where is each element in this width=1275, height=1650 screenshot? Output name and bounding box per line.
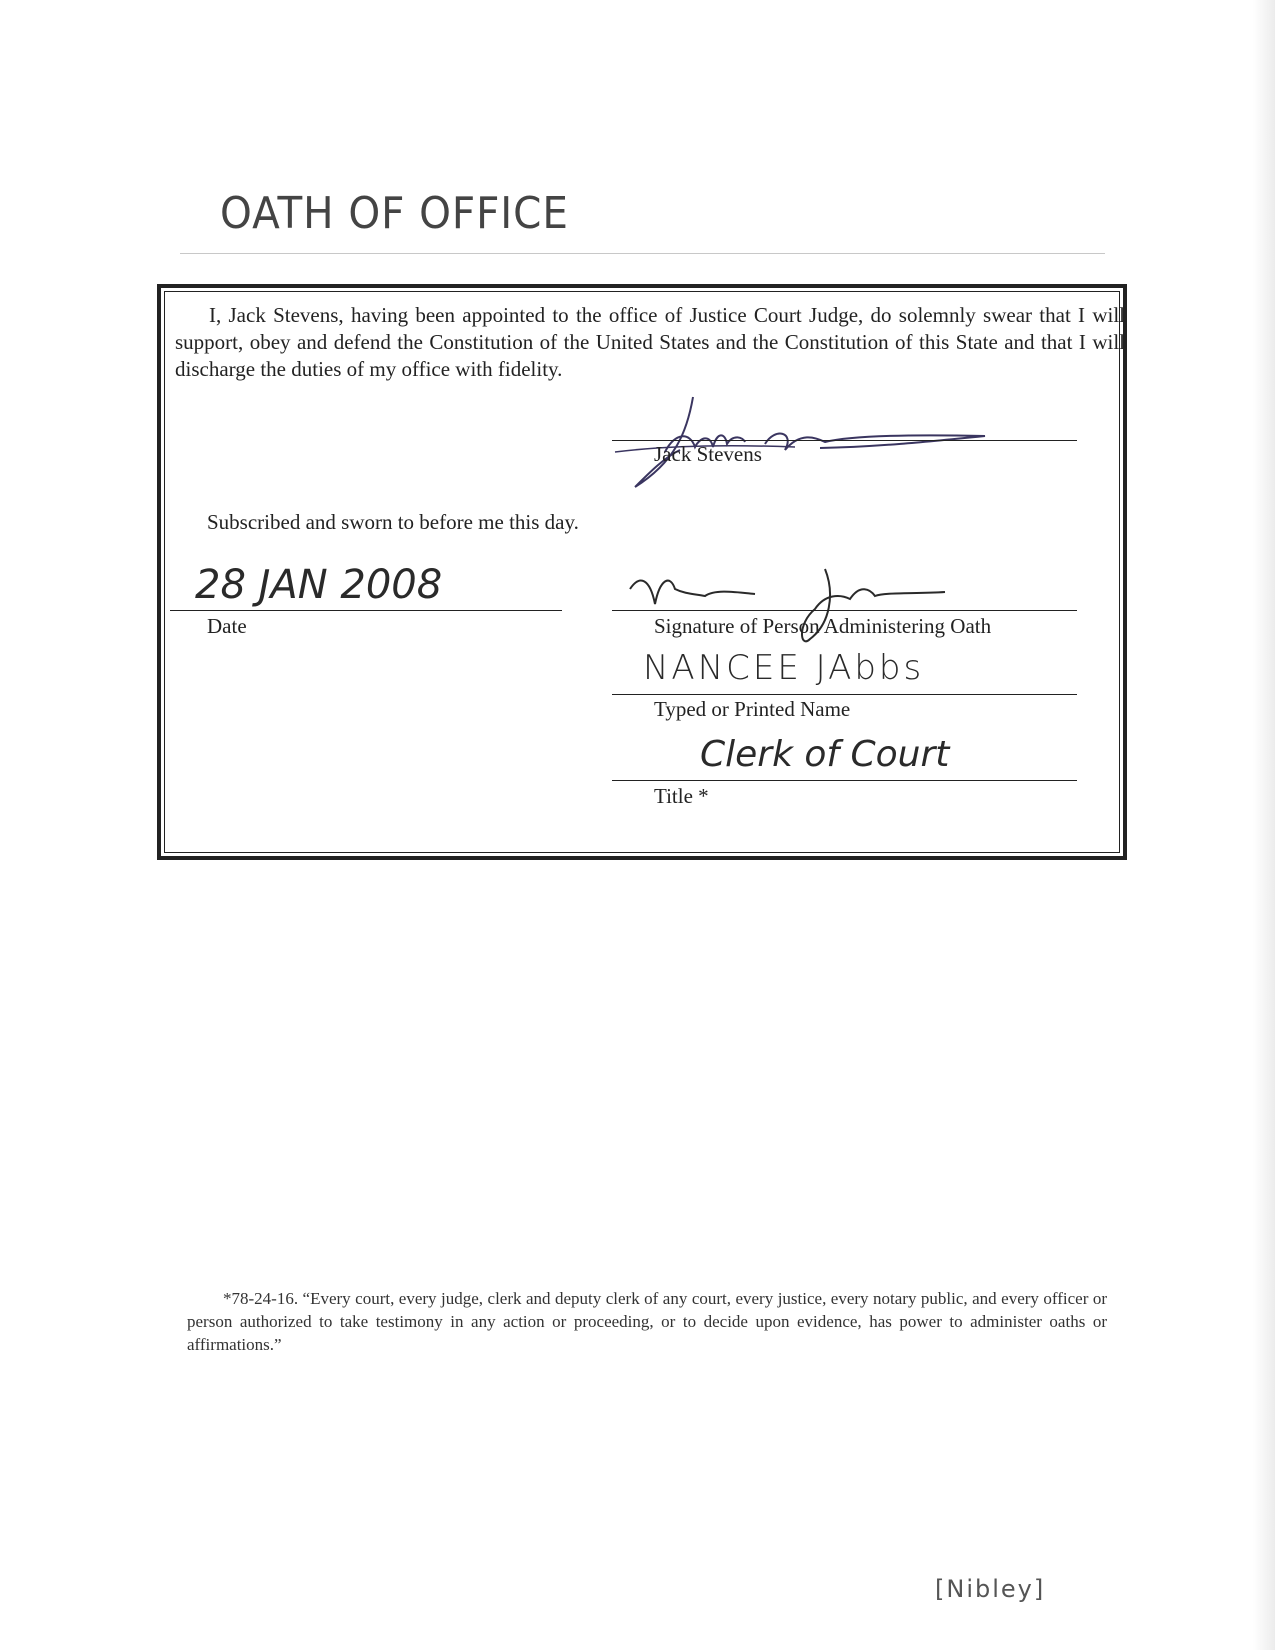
printed-name-handwritten: NANCEE JAbbs xyxy=(643,648,925,688)
date-handwritten: 28 JAN 2008 xyxy=(195,562,443,608)
title-divider xyxy=(180,253,1105,254)
printed-name-line xyxy=(612,694,1077,695)
statute-footnote: *78-24-16. “Every court, every judge, clerk and deputy clerk of any court, every justice, every notary public, and every officer or person authorized to take testimony in any action or proceeding, or to decide upon evidence, has power to administer oaths or affirmations.” xyxy=(187,1289,1107,1354)
affiant-name-label: Jack Stevens xyxy=(654,442,762,466)
document-title: OATH OF OFFICE xyxy=(220,188,569,239)
nibley-stamp: [Nibley] xyxy=(935,1575,1046,1603)
title-label: Title * xyxy=(654,784,709,808)
printed-name-label: Typed or Printed Name xyxy=(654,697,851,721)
administrator-signature-label: Signature of Person Administering Oath xyxy=(654,614,992,638)
oath-text: I, Jack Stevens, having been appointed to the office of Justice Court Judge, do solemnly swear that I will support, obey and defend the Constitution of the United States and the Constitution of this State and that I will discharge the duties of my office with fidelity. xyxy=(175,303,1125,381)
date-line xyxy=(170,610,562,611)
oath-box xyxy=(157,284,1127,860)
title-line xyxy=(612,780,1077,781)
title-handwritten: Clerk of Court xyxy=(700,734,950,775)
administrator-signature-line xyxy=(612,610,1077,611)
page-edge-shadow xyxy=(1253,0,1275,1650)
oath-box-inner-border xyxy=(164,291,1125,853)
sworn-statement: Subscribed and sworn to before me this day. xyxy=(207,510,579,534)
date-label: Date xyxy=(207,614,247,638)
affiant-signature-line xyxy=(612,440,1077,441)
